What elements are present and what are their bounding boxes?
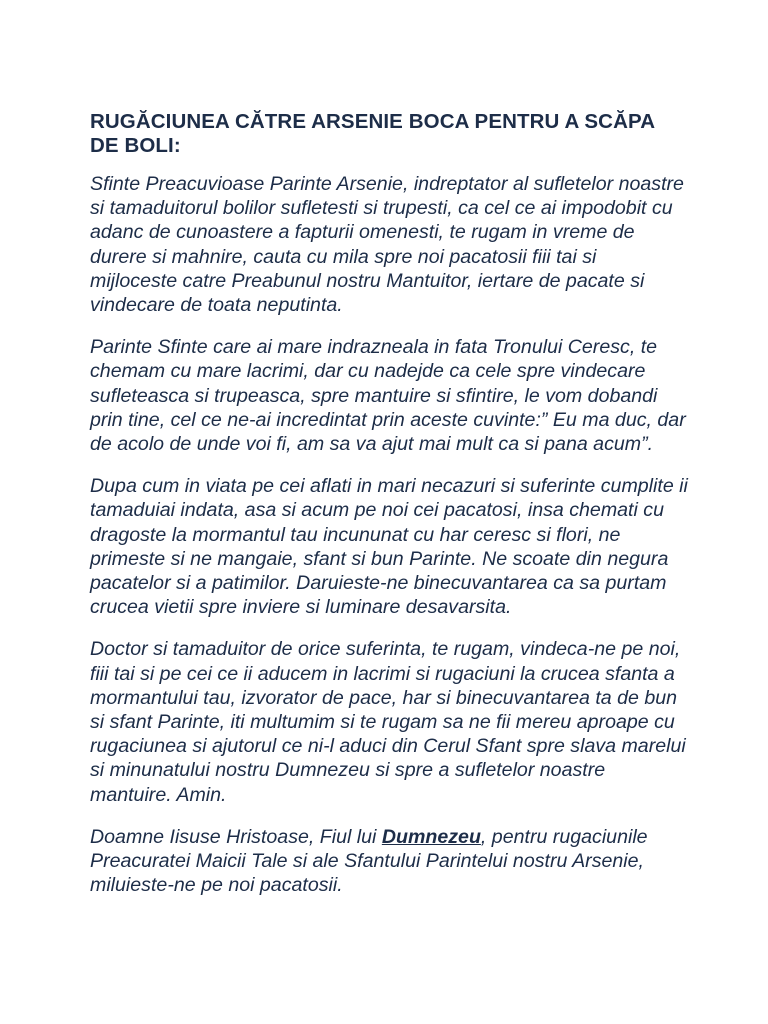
paragraph-3: Dupa cum in viata pe cei aflati in mari necazuri si suferinte cumplite ii tamaduiai indata, asa si acum pe noi cei pacatosi, insa chemati cu dragoste la mormantul tau incununat cu har ceresc si flori, ne primeste si ne mangaie, sfant si bun Parinte. Ne scoate din negura pacatelor si a patimilor. Daruieste-ne binecuvantarea ca sa purtam crucea vietii spre inviere si luminare desavarsita. bbox=[90, 475, 688, 619]
paragraph-5-before: Doamne Iisuse Hristoase, Fiul lui bbox=[90, 825, 382, 848]
document-title: RUGĂCIUNEA CĂTRE ARSENIE BOCA PENTRU A SCĂPA DE BOLI: bbox=[90, 110, 655, 157]
dumnezeu-link[interactable]: Dumnezeu bbox=[381, 825, 481, 848]
paragraph-2: Parinte Sfinte care ai mare indrazneala in fata Tronului Ceresc, te chemam cu mare lacrimi, dar cu nadejde ca cele spre vindecare sufleteasca si trupeasca, spre mantuire si sfintire, le vom dobandi prin tine, cel ce ne-ai incredintat prin aceste cuvinte:” Eu ma duc, dar de acolo de unde voi fi, am sa va ajut mai mult ca si pana acum”. bbox=[90, 336, 686, 456]
paragraph-5-after: , pentru rugaciunile Preacuratei Maicii Tale si ale Sfantului Parintelui nostru Arsenie, miluieste-ne pe noi pacatosii. bbox=[90, 825, 648, 897]
paragraph-5 bbox=[90, 825, 688, 898]
paragraph-4: Doctor si tamaduitor de orice suferinta, te rugam, vindeca-ne pe noi, fiii tai si pe cei ce ii aducem in lacrimi si rugaciuni la crucea sfanta a mormantului tau, izvorator de pace, har si binecuvantarea ta de bun si sfant Parinte, iti multumim si te rugam sa ne fii mereu aproape cu rugaciunea si ajutorul ce ni-l aduci din Cerul Sfant spre slava marelui si minunatului nostru Dumnezeu si spre a sufletelor noastre mantuire. Amin. bbox=[90, 638, 686, 806]
paragraph-1: Sfinte Preacuvioase Parinte Arsenie, indreptator al sufletelor noastre si tamaduitorul bolilor sufletesti si trupesti, ca cel ce ai impodobit cu adanc de cunoastere a fapturii omenesti, te rugam in vreme de durere si mahnire, cauta cu mila spre noi pacatosii fiii tai si mijloceste catre Preabunul nostru Mantuitor, iertare de pacate si vindecare de toata neputinta. bbox=[90, 173, 684, 317]
